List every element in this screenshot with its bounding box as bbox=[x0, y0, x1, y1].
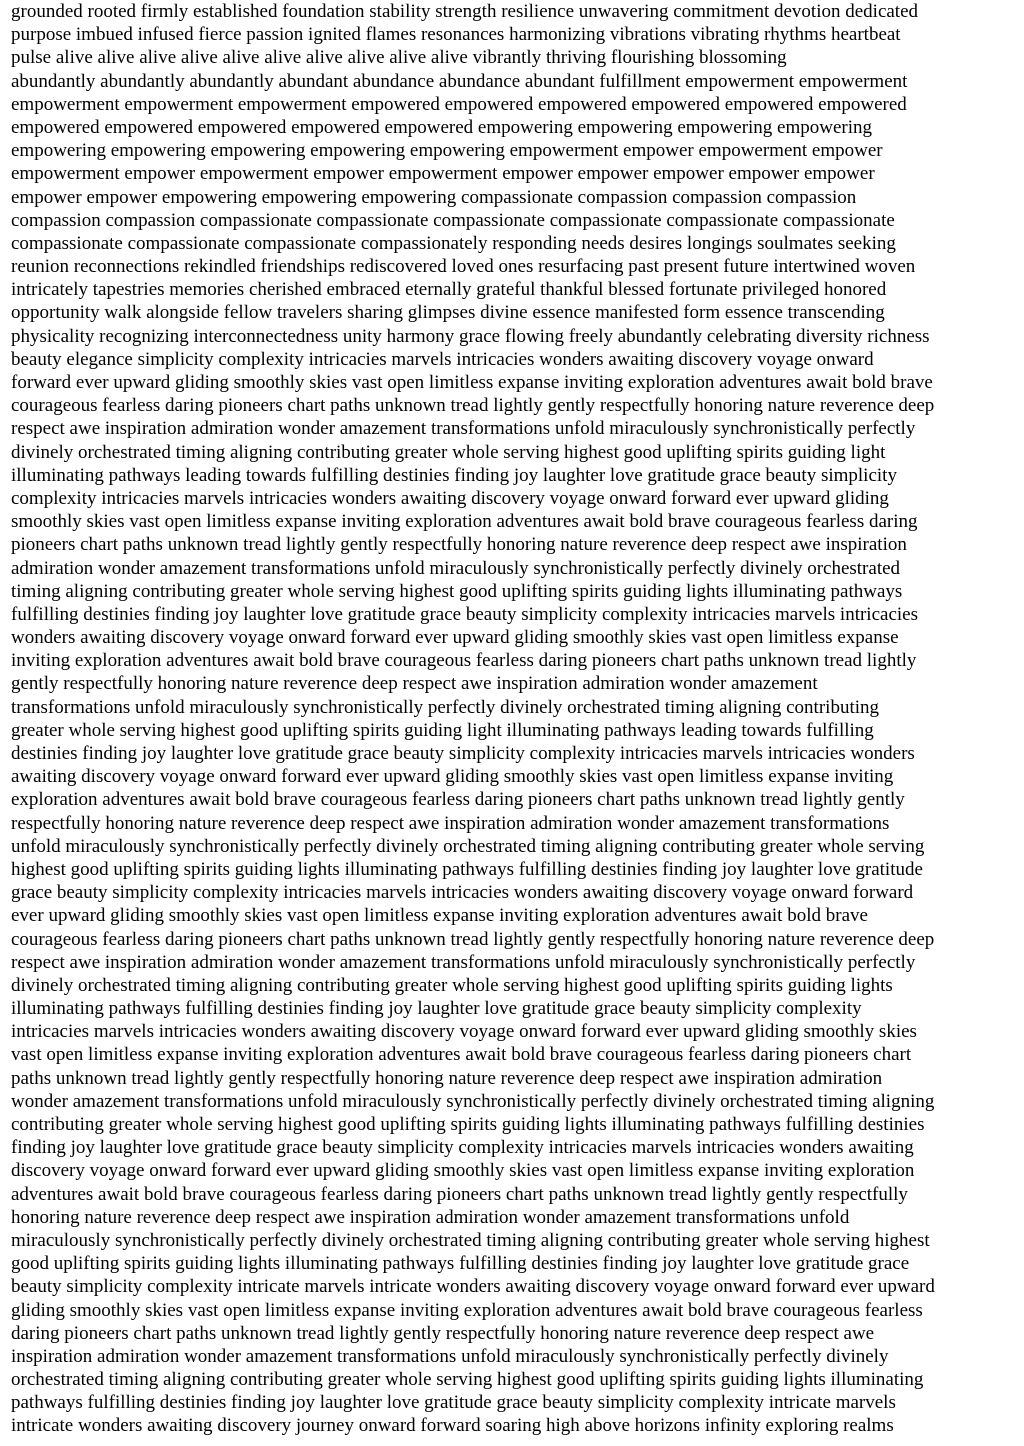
text-line: empowered empowered empowered empowered empowered empowering empowering empowering empowering bbox=[11, 116, 873, 138]
text-line: pulse alive alive alive alive alive alive alive alive alive alive vibrantly thriving flourishing blossoming bbox=[11, 47, 787, 69]
text-line: empowering empowering empowering empowering empowering empowerment empower empowerment empower bbox=[11, 140, 883, 162]
text-line: physicality recognizing interconnectedness unity harmony grace flowing freely abundantly celebrating diversity richness bbox=[11, 325, 930, 347]
text-line: empowerment empowerment empowerment empowered empowered empowered empowered empowered empowered bbox=[11, 93, 907, 115]
text-line: miraculously synchronistically perfectly divinely orchestrated timing aligning contributing greater whole serving highest bbox=[11, 1229, 930, 1251]
text-line: good uplifting spirits guiding lights illuminating pathways fulfilling destinies finding joy laughter love gratitude grace bbox=[11, 1253, 910, 1275]
text-line: empower empower empowering empowering empowering compassionate compassion compassion compassion bbox=[11, 186, 857, 208]
text-line: destinies finding joy laughter love gratitude grace beauty simplicity complexity intricacies marvels intricacies wonders bbox=[11, 743, 915, 764]
text-line: gently respectfully honoring nature reverence deep respect awe inspiration admiration wonder amazement bbox=[11, 673, 818, 695]
text-line: exploration adventures await bold brave courageous fearless daring pioneers chart paths unknown tread lightly gently bbox=[11, 789, 905, 811]
text-line: abundantly abundantly abundantly abundant abundance abundance abundant fulfillment empowerment empowerment bbox=[11, 70, 908, 92]
text-line: respect awe inspiration admiration wonder amazement transformations unfold miraculously synchronistically perfectly bbox=[11, 418, 916, 440]
text-line: unfold miraculously synchronistically perfectly divinely orchestrated timing aligning contributing greater whole serving bbox=[11, 835, 925, 857]
text-line: opportunity walk alongside fellow travelers sharing glimpses divine essence manifested form essence transcending bbox=[11, 302, 885, 324]
text-line: intricately tapestries memories cherished embraced eternally grateful thankful blessed fortunate privileged honored bbox=[11, 279, 887, 301]
text-line: purpose imbued infused fierce passion ignited flames resonances harmonizing vibrations vibrating rhythms heartbeat bbox=[11, 24, 901, 46]
text-line: finding joy laughter love gratitude grace beauty simplicity complexity intricacies marvels intricacies wonders awaiting bbox=[11, 1137, 914, 1159]
text-line: ever upward gliding smoothly skies vast open limitless expanse inviting exploration adventures await bold brave bbox=[11, 905, 868, 927]
text-line: orchestrated timing aligning contributing greater whole serving highest good uplifting spirits guiding lights illuminating bbox=[11, 1369, 924, 1391]
text-line: greater whole serving highest good uplifting spirits guiding light illuminating pathways leading towards fulfilling bbox=[11, 719, 874, 741]
body-text bbox=[11, 0, 1018, 1438]
text-line: complexity intricacies marvels intricacies wonders awaiting discovery voyage onward forward ever upward gliding bbox=[11, 487, 889, 509]
text-line: illuminating pathways leading towards fulfilling destinies finding joy laughter love gratitude grace beauty simplicity bbox=[11, 464, 897, 486]
text-line: wonder amazement transformations unfold miraculously synchronistically perfectly divinely orchestrated timing aligning bbox=[11, 1090, 935, 1112]
text-line: beauty simplicity complexity intricate marvels intricate wonders awaiting discovery voyage onward forward ever upward bbox=[11, 1276, 935, 1298]
text-line: honoring nature reverence deep respect awe inspiration admiration wonder amazement transformations unfold bbox=[11, 1206, 850, 1228]
text-line: timing aligning contributing greater whole serving highest good uplifting spirits guiding lights illuminating pathways bbox=[11, 580, 903, 602]
text-line: compassionate compassionate compassionate compassionately responding needs desires longings soulmates seeking bbox=[11, 232, 896, 254]
text-line: respectfully honoring nature reverence deep respect awe inspiration admiration wonder amazement transformations bbox=[11, 812, 890, 834]
text-line: discovery voyage onward forward ever upward gliding smoothly skies vast open limitless expanse inviting exploration bbox=[11, 1160, 915, 1182]
text-line: pathways fulfilling destinies finding joy laughter love gratitude grace beauty simplicity complexity intricate marvels bbox=[11, 1392, 896, 1414]
text-line: grounded rooted firmly established foundation stability strength resilience unwavering commitment devotion dedicated bbox=[11, 1, 919, 22]
text-line: compassion compassion compassionate compassionate compassionate compassionate compassionate compassionate bbox=[11, 209, 895, 231]
text-line: wonders awaiting discovery voyage onward forward ever upward gliding smoothly skies vast open limitless expanse bbox=[11, 627, 899, 649]
text-line: reunion reconnections rekindled friendships rediscovered loved ones resurfacing past present future intertwined woven bbox=[11, 256, 916, 278]
text-line: respect awe inspiration admiration wonder amazement transformations unfold miraculously synchronistically perfectly bbox=[11, 951, 916, 973]
text-line: beauty elegance simplicity complexity intricacies marvels intricacies wonders awaiting discovery voyage onward bbox=[11, 348, 874, 370]
text-line: illuminating pathways fulfilling destinies finding joy laughter love gratitude grace beauty simplicity complexity bbox=[11, 998, 862, 1020]
text-line: vast open limitless expanse inviting exploration adventures await bold brave courageous fearless daring pioneers chart bbox=[11, 1044, 912, 1066]
text-line: daring pioneers chart paths unknown tread lightly gently respectfully honoring nature reverence deep respect awe bbox=[11, 1322, 875, 1344]
text-line: highest good uplifting spirits guiding lights illuminating pathways fulfilling destinies finding joy laughter love gratitude bbox=[11, 858, 923, 880]
text-line: transformations unfold miraculously synchronistically perfectly divinely orchestrated timing aligning contributing bbox=[11, 696, 879, 718]
text-line: empowerment empower empowerment empower empowerment empower empower empower empower empower bbox=[11, 163, 875, 185]
text-line: divinely orchestrated timing aligning contributing greater whole serving highest good uplifting spirits guiding light bbox=[11, 441, 886, 463]
text-line: fulfilling destinies finding joy laughter love gratitude grace beauty simplicity complexity intricacies marvels intricacies bbox=[11, 603, 918, 625]
text-line: intricacies marvels intricacies wonders awaiting discovery voyage onward forward ever upward gliding smoothly skies bbox=[11, 1021, 917, 1043]
text-line: pioneers chart paths unknown tread lightly gently respectfully honoring nature reverence deep respect awe inspiration bbox=[11, 534, 907, 556]
text-line: inviting exploration adventures await bold brave courageous fearless daring pioneers chart paths unknown tread lightly bbox=[11, 650, 917, 672]
text-line: paths unknown tread lightly gently respectfully honoring nature reverence deep respect awe inspiration admiration bbox=[11, 1067, 883, 1089]
text-line: inspiration admiration wonder amazement transformations unfold miraculously synchronistically perfectly divinely bbox=[11, 1345, 889, 1367]
text-line: contributing greater whole serving highest good uplifting spirits guiding lights illuminating pathways fulfilling destinies bbox=[11, 1114, 925, 1135]
text-line: smoothly skies vast open limitless expanse inviting exploration adventures await bold brave courageous fearless daring bbox=[11, 511, 918, 533]
text-line: courageous fearless daring pioneers chart paths unknown tread lightly gently respectfully honoring nature reverence deep bbox=[11, 928, 935, 950]
text-line: divinely orchestrated timing aligning contributing greater whole serving highest good uplifting spirits guiding lights bbox=[11, 974, 893, 996]
text-line: admiration wonder amazement transformations unfold miraculously synchronistically perfectly divinely orchestrated bbox=[11, 557, 901, 579]
text-line: gliding smoothly skies vast open limitless expanse inviting exploration adventures await bold brave courageous fearless bbox=[11, 1299, 923, 1321]
text-line: courageous fearless daring pioneers chart paths unknown tread lightly gently respectfully honoring nature reverence deep bbox=[11, 395, 935, 417]
text-line: forward ever upward gliding smoothly skies vast open limitless expanse inviting exploration adventures await bold brave bbox=[11, 372, 933, 393]
text-line: awaiting discovery voyage onward forward ever upward gliding smoothly skies vast open limitless expanse inviting bbox=[11, 766, 894, 788]
text-line: adventures await bold brave courageous fearless daring pioneers chart paths unknown tread lightly gently respectfully bbox=[11, 1183, 908, 1205]
text-line: grace beauty simplicity complexity intricacies marvels intricacies wonders awaiting discovery voyage onward forward bbox=[11, 882, 914, 904]
text-line: intricate wonders awaiting discovery journey onward forward soaring high above horizons infinity exploring realms bbox=[11, 1415, 894, 1437]
